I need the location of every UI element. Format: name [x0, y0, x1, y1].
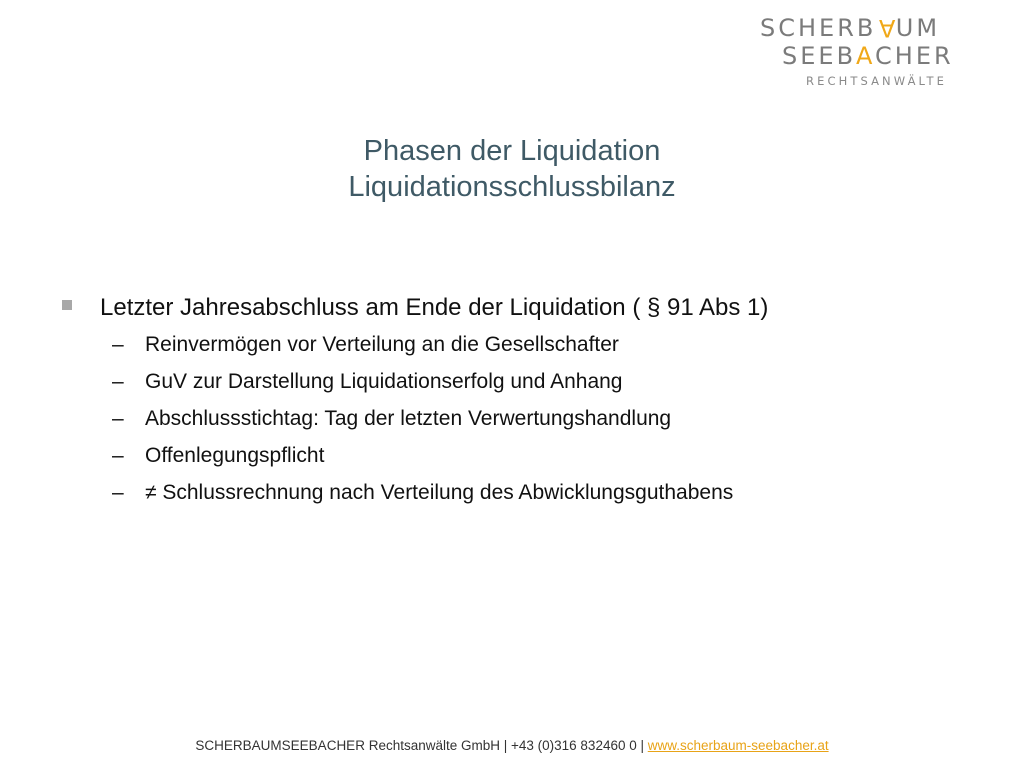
- dash-bullet-icon: –: [112, 407, 124, 430]
- sub-item-text: ≠ Schlussrechnung nach Verteilung des Abwicklungsguthabens: [145, 481, 734, 504]
- dash-bullet-icon: –: [112, 481, 124, 504]
- sub-item: [62, 474, 962, 511]
- logo-line-1: SCHERBAUM: [760, 14, 941, 42]
- company-logo: [760, 14, 1000, 90]
- sub-item: [62, 400, 962, 437]
- logo-tagline: RECHTSANWÄLTE: [806, 74, 947, 88]
- sub-item: [62, 326, 962, 363]
- website-link[interactable]: www.scherbaum-seebacher.at: [647, 738, 829, 753]
- footer: [0, 738, 1024, 753]
- sub-list: [62, 326, 962, 511]
- logo-line-2: SEEBACHER: [782, 42, 954, 70]
- slide-subtitle: Liquidationsschlussbilanz: [348, 171, 676, 203]
- sub-item-text: Offenlegungspflicht: [145, 444, 325, 467]
- sub-item: [62, 437, 962, 474]
- bullet-text: Letzter Jahresabschluss am Ende der Liquidation ( § 91 Abs 1): [100, 294, 769, 321]
- sub-item-text: Reinvermögen vor Verteilung an die Gesellschafter: [145, 333, 619, 356]
- bullet-item: [62, 290, 962, 326]
- sub-item-text: GuV zur Darstellung Liquidationserfolg und Anhang: [145, 370, 623, 393]
- sub-item: [62, 363, 962, 400]
- square-bullet-icon: [62, 300, 72, 310]
- dash-bullet-icon: –: [112, 444, 124, 467]
- footer-text: SCHERBAUMSEEBACHER Rechtsanwälte GmbH | +43 (0)316 832460 0 |: [195, 738, 648, 753]
- sub-item-text: Abschlussstichtag: Tag der letzten Verwertungshandlung: [145, 407, 672, 430]
- dash-bullet-icon: –: [112, 370, 124, 393]
- slide-content: [62, 290, 962, 511]
- dash-bullet-icon: –: [112, 333, 124, 356]
- slide-title: Phasen der Liquidation: [363, 135, 661, 167]
